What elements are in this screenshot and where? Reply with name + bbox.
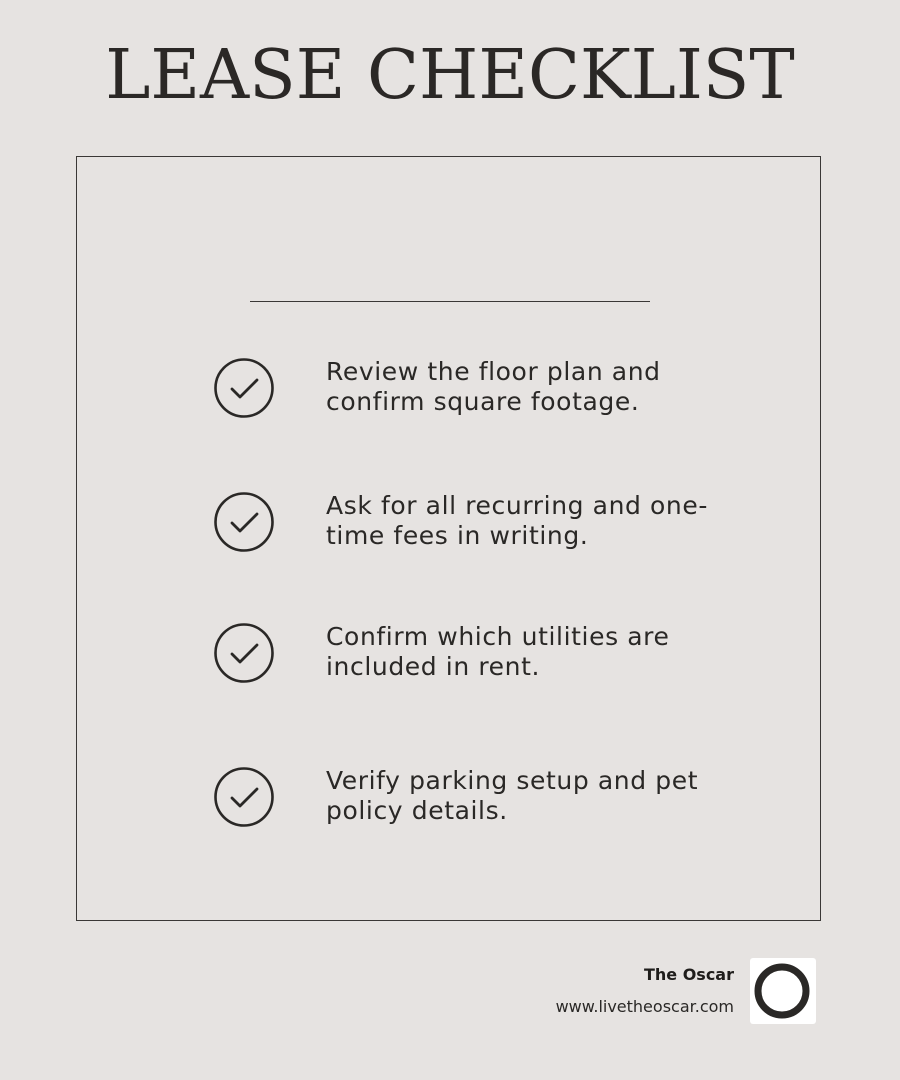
divider-line bbox=[250, 301, 650, 302]
checkmark-circle-icon bbox=[213, 357, 275, 419]
checklist-frame bbox=[76, 156, 821, 921]
checklist-item-text: Confirm which utilities are included in rent. bbox=[326, 622, 670, 681]
checklist-item-text: Verify parking setup and pet policy details. bbox=[326, 766, 699, 825]
checklist-item bbox=[213, 491, 733, 561]
page-title: LEASE CHECKLIST bbox=[105, 36, 795, 115]
checklist-item bbox=[213, 766, 733, 836]
checklist-item-text: Ask for all recurring and one- time fees in writing. bbox=[326, 491, 708, 550]
checklist-item bbox=[213, 357, 733, 427]
brand-name: The Oscar bbox=[643, 965, 734, 984]
checkmark-circle-icon bbox=[213, 766, 275, 828]
brand-url[interactable]: www.livetheoscar.com bbox=[555, 997, 734, 1016]
brand-logo bbox=[750, 958, 816, 1024]
checklist-item bbox=[213, 622, 733, 692]
checkmark-circle-icon bbox=[213, 622, 275, 684]
checkmark-circle-icon bbox=[213, 491, 275, 553]
checklist-item-text: Review the floor plan and confirm square footage. bbox=[326, 357, 661, 416]
ring-logo-icon bbox=[750, 958, 816, 1024]
